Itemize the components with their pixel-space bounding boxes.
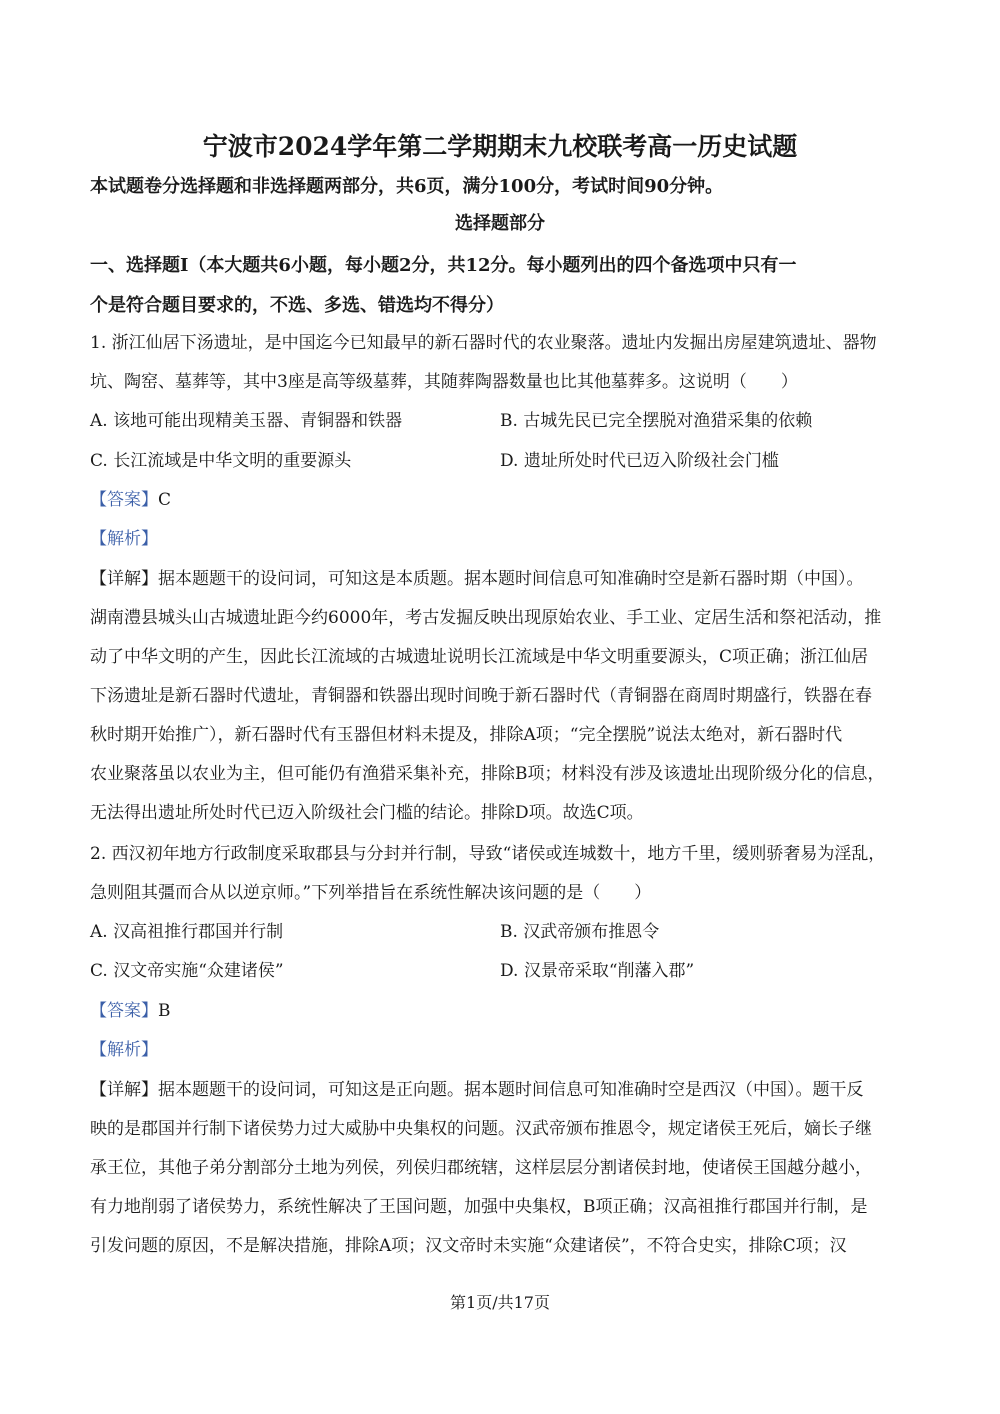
- q2-detail-line: 有力地削弱了诸侯势力，系统性解决了王国问题，加强中央集权，B项正确；汉高祖推行郡国并行制，是: [90, 1197, 868, 1217]
- exam-intro: 本试题卷分选择题和非选择题两部分，共6页，满分100分，考试时间90分钟。: [90, 176, 724, 197]
- q1-analysis-label: 【解析】: [90, 529, 158, 549]
- q2-analysis-label: 【解析】: [90, 1040, 158, 1060]
- q1-detail-line: 秋时期开始推广），新石器时代有玉器但材料未提及，排除A项；“完全摆脱”说法太绝对，新石器时代: [90, 725, 843, 745]
- q1-answer: [90, 488, 171, 512]
- answer-label: 【答案】: [90, 490, 158, 510]
- q2-answer: [90, 999, 171, 1023]
- q1-detail-line: 【详解】据本题题干的设问词，可知这是本质题。据本题时间信息可知准确时空是新石器时期（中国）。: [90, 569, 864, 589]
- q2-option-c: C. 汉文帝实施“众建诸侯”: [90, 961, 284, 981]
- q1-option-b: B. 古城先民已完全摆脱对渔猎采集的依赖: [500, 411, 813, 431]
- answer-value: C: [158, 490, 172, 510]
- page-title: 宁波市2024学年第二学期期末九校联考高一历史试题: [202, 132, 798, 161]
- q1-stem-line-2: 坑、陶窑、墓葬等，其中3座是高等级墓葬，其随葬陶器数量也比其他墓葬多。这说明（ ）: [90, 372, 798, 392]
- answer-label: 【答案】: [90, 1001, 158, 1021]
- q1-option-d: D. 遗址所处时代已迈入阶级社会门槛: [500, 451, 779, 471]
- q2-detail-line: 【详解】据本题题干的设问词，可知这是正向题。据本题时间信息可知准确时空是西汉（中国）。题干反: [90, 1080, 864, 1100]
- section-title: 选择题部分: [455, 213, 545, 234]
- q2-option-d: D. 汉景帝采取“削藩入郡”: [500, 961, 695, 981]
- part-heading-line-2: 个是符合题目要求的，不选、多选、错选均不得分）: [90, 295, 504, 316]
- q2-option-a: A. 汉高祖推行郡国并行制: [90, 922, 284, 942]
- q1-detail-line: 农业聚落虽以农业为主，但可能仍有渔猎采集补充，排除B项；材料没有涉及该遗址出现阶级分化的信息，: [90, 764, 885, 784]
- q1-option-c: C. 长江流域是中华文明的重要源头: [90, 451, 352, 471]
- answer-value: B: [158, 1001, 171, 1021]
- q1-detail-line: 湖南澧县城头山古城遗址距今约6000年，考古发掘反映出现原始农业、手工业、定居生活和祭祀活动，推: [90, 608, 882, 628]
- q2-detail-line: 映的是郡国并行制下诸侯势力过大威胁中央集权的问题。汉武帝颁布推恩令，规定诸侯王死后，嫡长子继: [90, 1119, 872, 1139]
- q2-detail-line: 承王位，其他子弟分割部分土地为列侯，列侯归郡统辖，这样层层分割诸侯封地，使诸侯王国越分越小，: [90, 1158, 872, 1178]
- q1-detail-line: 动了中华文明的产生，因此长江流域的古城遗址说明长江流域是中华文明重要源头，C项正确；浙江仙居: [90, 647, 869, 667]
- q1-detail-line: 下汤遗址是新石器时代遗址，青铜器和铁器出现时间晚于新石器时代（青铜器在商周时期盛行，铁器在春: [90, 686, 872, 706]
- part-heading-line-1: 一、选择题Ⅰ（本大题共6小题，每小题2分，共12分。每小题列出的四个备选项中只有一: [90, 255, 797, 276]
- q1-option-a: A. 该地可能出现精美玉器、青铜器和铁器: [90, 411, 403, 431]
- q2-option-b: B. 汉武帝颁布推恩令: [500, 922, 660, 942]
- page-number: 第1页/共17页: [450, 1293, 550, 1312]
- q2-stem-line-1: 2. 西汉初年地方行政制度采取郡县与分封并行制，导致“诸侯或连城数十，地方千里，缓则骄奢易为淫乱，: [90, 844, 886, 864]
- q2-detail-line: 引发问题的原因，不是解决措施，排除A项；汉文帝时未实施“众建诸侯”，不符合史实，排除C项；汉: [90, 1236, 847, 1256]
- q1-detail-line: 无法得出遗址所处时代已迈入阶级社会门槛的结论。排除D项。故选C项。: [90, 803, 644, 823]
- q2-stem-line-2: 急则阻其彊而合从以逆京师。”下列举措旨在系统性解决该问题的是（ ）: [90, 883, 652, 903]
- q1-stem-line-1: 1. 浙江仙居下汤遗址，是中国迄今已知最早的新石器时代的农业聚落。遗址内发掘出房屋建筑遗址、器物: [90, 333, 877, 353]
